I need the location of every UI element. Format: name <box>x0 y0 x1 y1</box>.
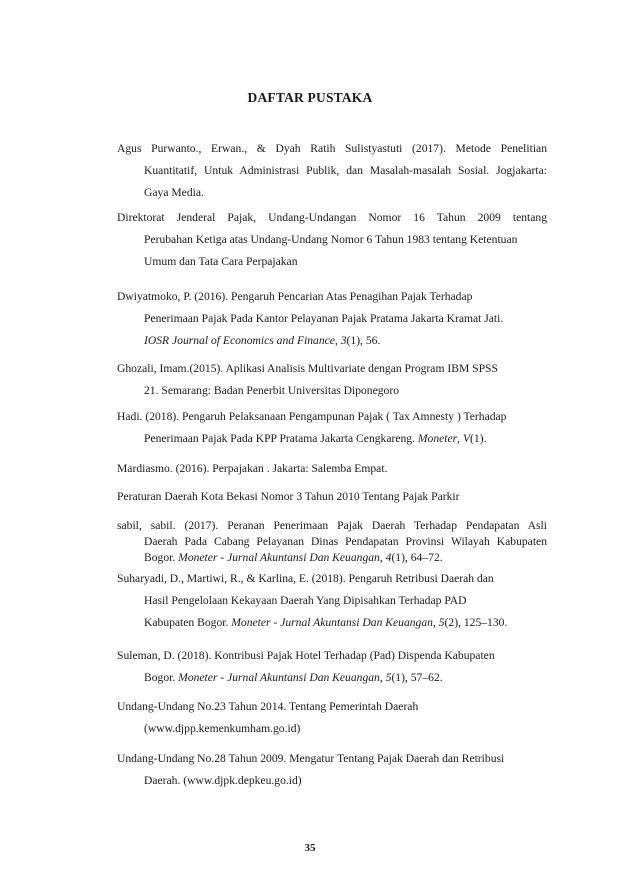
reference-line: Daerah Pada Cabang Pelayanan Dinas Pendapatan Provinsi Wilayah Kabupaten <box>144 535 547 548</box>
reference-line: Penerimaan Pajak Pada Kantor Pelayanan Pajak Pratama Jakarta Kramat Jati. <box>144 312 504 325</box>
reference-entry <box>117 645 547 689</box>
journal-title: Moneter - Jurnal Akuntansi Dan Keuangan <box>231 616 433 629</box>
reference-line: Undang-Undang No.28 Tahun 2009. Mengatur Tentang Pajak Daerah dan Retribusi <box>117 752 505 765</box>
reference-line: Bogor. Moneter - Jurnal Akuntansi Dan Keuangan, 5(1), 57–62. <box>144 671 443 684</box>
journal-title: Moneter - Jurnal Akuntansi Dan Keuangan <box>178 671 380 684</box>
reference-entry <box>117 748 547 792</box>
volume: 5 <box>438 616 445 629</box>
reference-line: Ghozali, Imam.(2015). Aplikasi Analisis Multivariate dengan Program IBM SPSS <box>117 362 498 375</box>
reference-line: IOSR Journal of Economics and Finance, 3(1), 56. <box>144 334 381 347</box>
reference-entry <box>117 207 547 273</box>
volume: V <box>462 432 471 445</box>
journal-title: IOSR Journal of Economics and Finance <box>144 334 335 347</box>
page-title: DAFTAR PUSTAKA <box>247 90 373 105</box>
reference-line: Dwiyatmoko, P. (2016). Pengaruh Pencarian Atas Penagihan Pajak Terhadap <box>117 290 473 303</box>
reference-line: Gaya Media. <box>144 186 204 199</box>
reference-line: Umum dan Tata Cara Perpajakan <box>144 255 298 268</box>
reference-entry <box>117 568 547 634</box>
reference-line: Bogor. Moneter - Jurnal Akuntansi Dan Keuangan, 4(1), 64–72. <box>144 551 443 564</box>
reference-entry <box>117 406 547 450</box>
reference-entry <box>117 358 547 402</box>
reference-entry <box>117 518 547 566</box>
reference-line: (www.djpp.kemenkumham.go.id) <box>144 722 301 735</box>
reference-line: Agus Purwanto., Erwan., & Dyah Ratih Sulistyastuti (2017). Metode Penelitian <box>117 142 547 155</box>
page-number: 35 <box>304 842 316 854</box>
reference-line: Daerah. (www.djpk.depkeu.go.id) <box>144 774 302 787</box>
journal-title: Moneter <box>417 432 458 445</box>
reference-line: 21. Semarang: Badan Penerbit Universitas Diponegoro <box>144 384 400 397</box>
reference-line: Direktorat Jenderal Pajak, Undang-Undangan Nomor 16 Tahun 2009 tentang <box>117 211 547 224</box>
reference-line: Perubahan Ketiga atas Undang-Undang Nomor 6 Tahun 1983 tentang Ketentuan <box>144 233 518 246</box>
reference-line: Penerimaan Pajak Pada KPP Pratama Jakarta Cengkareng. Moneter, V(1). <box>144 432 487 445</box>
reference-entry <box>117 286 547 352</box>
volume: 5 <box>385 671 392 684</box>
volume: 4 <box>385 551 392 564</box>
reference-entry <box>117 486 547 508</box>
reference-entry <box>117 696 547 740</box>
reference-line: Suharyadi, D., Martiwi, R., & Karlina, E. (2018). Pengaruh Retribusi Daerah dan <box>117 572 494 585</box>
reference-line: Suleman, D. (2018). Kontribusi Pajak Hotel Terhadap (Pad) Dispenda Kabupaten <box>117 649 495 662</box>
reference-line: Hasil Pengelolaan Kekayaan Daerah Yang Dipisahkan Terhadap PAD <box>144 594 467 607</box>
reference-entry <box>117 138 547 204</box>
reference-line: Mardiasmo. (2016). Perpajakan . Jakarta: Salemba Empat. <box>117 462 388 475</box>
reference-line: Undang-Undang No.23 Tahun 2014. Tentang Pemerintah Daerah <box>117 700 419 713</box>
journal-title: Moneter - Jurnal Akuntansi Dan Keuangan <box>178 551 380 564</box>
reference-line: Peraturan Daerah Kota Bekasi Nomor 3 Tahun 2010 Tentang Pajak Parkir <box>117 490 460 503</box>
reference-entry <box>117 458 547 480</box>
reference-line: Kabupaten Bogor. Moneter - Jurnal Akuntansi Dan Keuangan, 5(2), 125–130. <box>144 616 508 629</box>
reference-line: Hadi. (2018). Pengaruh Pelaksanaan Pengampunan Pajak ( Tax Amnesty ) Terhadap <box>117 410 507 423</box>
reference-line: sabil, sabil. (2017). Peranan Penerimaan Pajak Daerah Terhadap Pendapatan Asli <box>117 519 547 532</box>
reference-line: Kuantitatif, Untuk Administrasi Publik, dan Masalah-masalah Sosial. Jogjakarta: <box>144 164 547 177</box>
volume: 3 <box>340 334 347 347</box>
